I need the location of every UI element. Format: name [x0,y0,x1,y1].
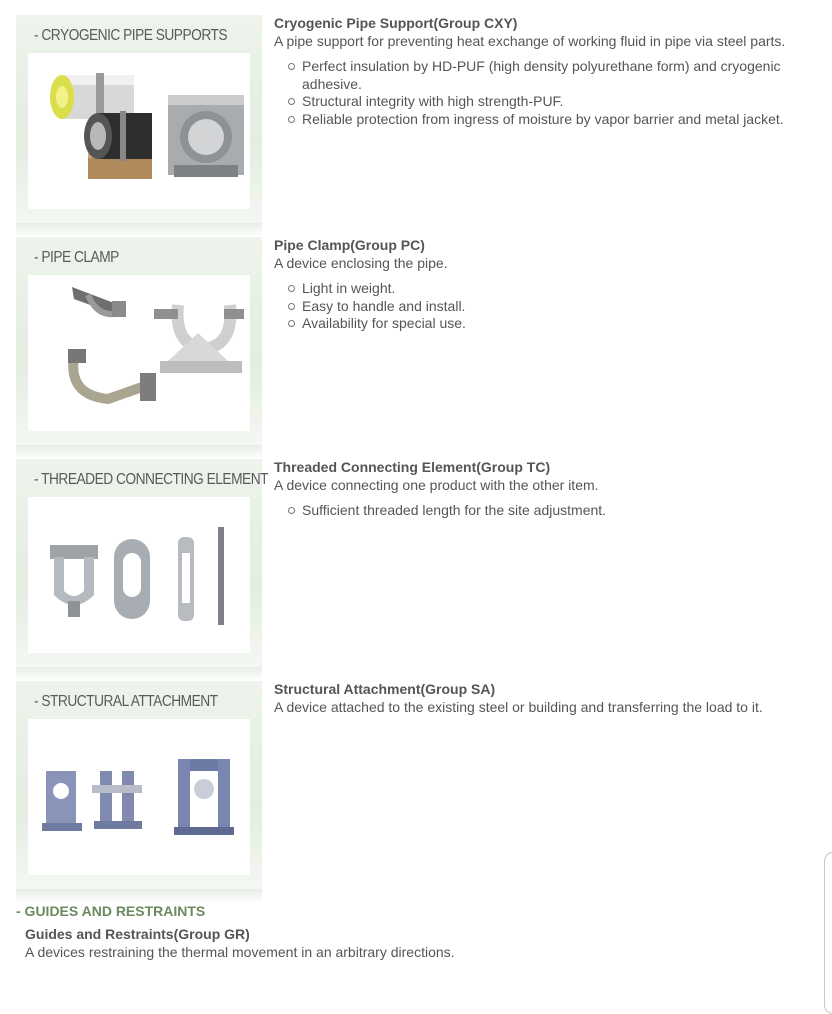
thumbnail-shadow [16,445,262,459]
product-cryogenic-pipe-support [0,15,832,225]
product-thumbnail[interactable] [16,15,262,225]
product-pipe-clamp [0,237,832,447]
guides-description: A devices restraining the thermal movement in an arbitrary directions. [25,944,455,960]
product-thumbnail[interactable] [16,459,269,669]
product-thumbnail[interactable] [16,237,262,447]
feature-item: Perfect insulation by HD-PUF (high density polyurethane form) and cryogenic adhesive. [288,58,824,93]
guides-heading: - GUIDES AND RESTRAINTS [16,903,206,919]
thumbnail-shadow [16,667,262,681]
thumbnail-caption: - THREADED CONNECTING ELEMENT [34,471,269,488]
product-summary: A device connecting one product with the other item. [274,477,599,493]
feature-item: Easy to handle and install. [288,298,824,316]
product-title: Structural Attachment(Group SA) [274,681,496,697]
product-title: Cryogenic Pipe Support(Group CXY) [274,15,518,31]
product-title: Pipe Clamp(Group PC) [274,237,425,253]
threaded-element-photo [28,497,250,653]
scroll-handle[interactable] [824,852,832,1014]
product-description [274,459,824,520]
thumbnail-caption: - PIPE CLAMP [34,249,119,266]
feature-item: Sufficient threaded length for the site adjustment. [288,502,824,520]
feature-item: Reliable protection from ingress of moisture by vapor barrier and metal jacket. [288,111,824,129]
thumbnail-shadow [16,223,262,237]
feature-list [274,502,824,520]
guides-title: Guides and Restraints(Group GR) [25,926,250,942]
product-summary: A pipe support for preventing heat exchange of working fluid in pipe via steel parts. [274,33,786,49]
feature-item: Availability for special use. [288,315,824,333]
product-description [274,237,824,333]
pipe-clamp-photo [28,275,250,431]
feature-list [274,58,824,128]
feature-item: Light in weight. [288,280,824,298]
product-summary: A device enclosing the pipe. [274,255,448,271]
thumbnail-shadow [16,889,262,903]
cryogenic-support-photo [28,53,250,209]
product-thumbnail[interactable] [16,681,262,891]
product-description [274,15,824,128]
thumbnail-caption: - STRUCTURAL ATTACHMENT [34,693,218,710]
feature-list [274,280,824,333]
product-summary: A device attached to the existing steel or building and transferring the load to it. [274,699,763,715]
thumbnail-caption: - CRYOGENIC PIPE SUPPORTS [34,27,228,44]
product-description [274,681,824,716]
product-title: Threaded Connecting Element(Group TC) [274,459,551,475]
structural-attachment-photo [28,719,250,875]
product-threaded-connecting-element [0,459,832,669]
feature-item: Structural integrity with high strength-PUF. [288,93,824,111]
product-structural-attachment [0,681,832,891]
